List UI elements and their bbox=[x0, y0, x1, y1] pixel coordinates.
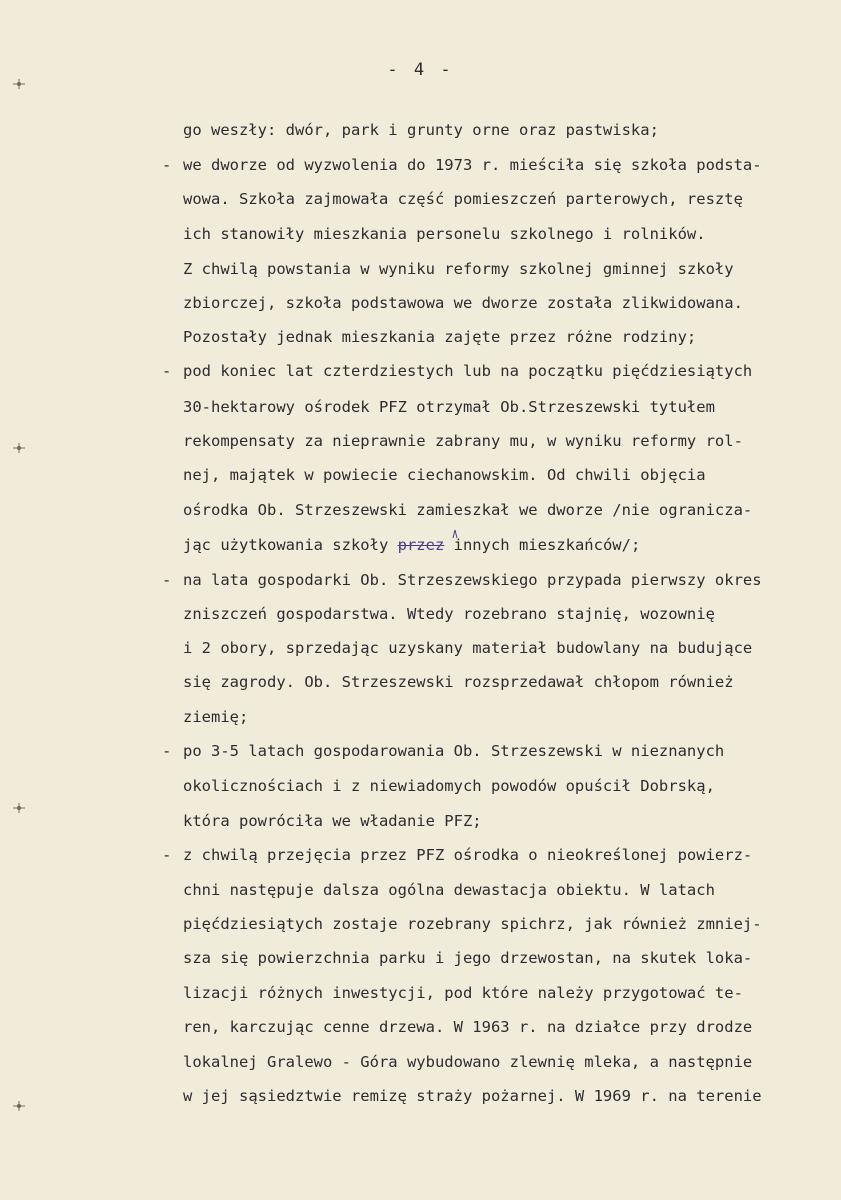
text-line: i 2 obory, sprzedając uzyskany materiał budowlany na budujące bbox=[183, 639, 753, 657]
text-segment: jąc użytkowania szkoły bbox=[183, 536, 398, 554]
text-line: zbiorczej, szkoła podstawowa we dworze została zlikwidowana. bbox=[183, 294, 743, 312]
text-line: wowa. Szkoła zajmowała część pomieszczeń parterowych, resztę bbox=[183, 190, 743, 208]
text-line: Z chwilą powstania w wyniku reformy szkolnej gminnej szkoły bbox=[183, 260, 734, 278]
text-line: zniszczeń gospodarstwa. Wtedy rozebrano stajnię, wozownię bbox=[183, 605, 715, 623]
text-line: pod koniec lat czterdziestych lub na początku pięćdziesiątych bbox=[183, 362, 753, 380]
text-line: nej, majątek w powiecie ciechanowskim. Od chwili objęcia bbox=[183, 466, 706, 484]
bullet-dash: - bbox=[162, 846, 172, 864]
bullet-dash: - bbox=[162, 571, 172, 589]
text-line: w jej sąsiedztwie remizę straży pożarnej. W 1969 r. na terenie bbox=[183, 1087, 762, 1105]
correction-caret-mark bbox=[452, 524, 458, 534]
text-line-with-correction bbox=[183, 535, 640, 555]
text-line: 30-hektarowy ośrodek PFZ otrzymał Ob.Strzeszewski tytułem bbox=[183, 398, 715, 416]
text-line: we dworze od wyzwolenia do 1973 r. mieściła się szkoła podsta- bbox=[183, 156, 762, 174]
text-line: chni następuje dalsza ogólna dewastacja obiektu. W latach bbox=[183, 881, 715, 899]
bullet-dash: - bbox=[162, 156, 172, 174]
text-line: po 3-5 latach gospodarowania Ob. Strzeszewski w nieznanych bbox=[183, 742, 725, 760]
text-line: Pozostały jednak mieszkania zajęte przez różne rodziny; bbox=[183, 328, 697, 346]
text-line: się zagrody. Ob. Strzeszewski rozsprzedawał chłopom również bbox=[183, 673, 734, 691]
text-line: ośrodka Ob. Strzeszewski zamieszkał we dworze /nie ogranicza- bbox=[183, 501, 753, 519]
text-line: z chwilą przejęcia przez PFZ ośrodka o nieokreślonej powierz- bbox=[183, 846, 753, 864]
text-line: ich stanowiły mieszkania personelu szkolnego i rolników. bbox=[183, 225, 706, 243]
bullet-dash: - bbox=[162, 362, 172, 380]
text-line: lokalnej Gralewo - Góra wybudowano zlewnię mleka, a następnie bbox=[183, 1053, 753, 1071]
text-line: która powróciła we władanie PFZ; bbox=[183, 812, 482, 830]
text-line: lizacji różnych inwestycji, pod które należy przygotować te- bbox=[183, 984, 743, 1002]
text-line: go weszły: dwór, park i grunty orne oraz pastwiska; bbox=[183, 121, 659, 139]
text-line: pięćdziesiątych zostaje rozebrany spichrz, jak również zmniej- bbox=[183, 915, 762, 933]
text-line: ren, karczując cenne drzewa. W 1963 r. na działce przy drodze bbox=[183, 1018, 753, 1036]
struck-out-word: przez bbox=[397, 536, 445, 554]
text-line: na lata gospodarki Ob. Strzeszewskiego przypada pierwszy okres bbox=[183, 571, 762, 589]
text-line: okolicznościach i z niewiadomych powodów opuścił Dobrską, bbox=[183, 777, 715, 795]
text-line: ziemię; bbox=[183, 708, 249, 726]
text-line: sza się powierzchnia parku i jego drzewostan, na skutek loka- bbox=[183, 949, 753, 967]
page-number: - 4 - bbox=[387, 60, 454, 80]
bullet-dash: - bbox=[162, 742, 172, 760]
text-line: rekompensaty za nieprawnie zabrany mu, w wyniku reformy rol- bbox=[183, 432, 743, 450]
text-segment: innych mieszkańców/; bbox=[444, 536, 641, 554]
